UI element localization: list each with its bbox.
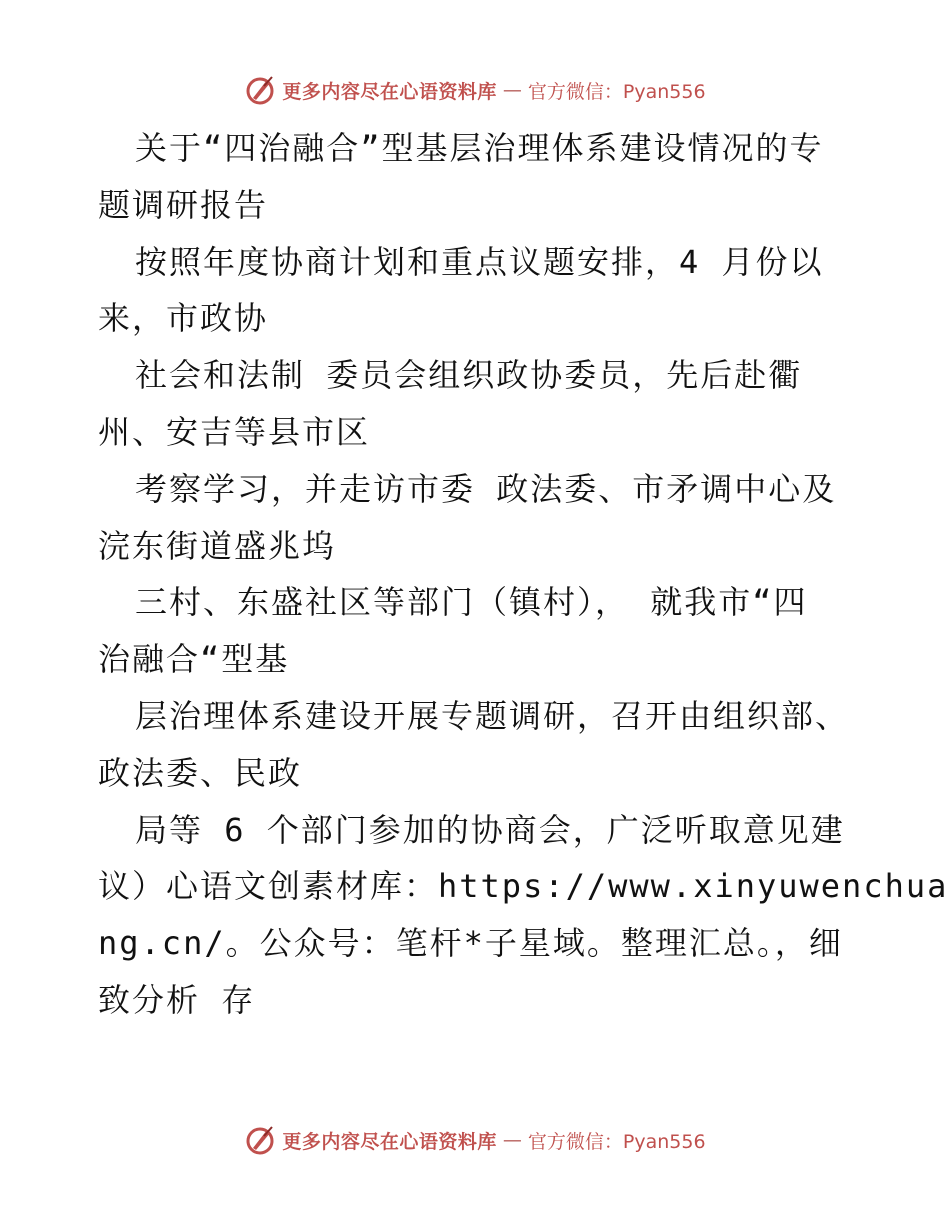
paragraph-line: 三村、东盛社区等部门（镇村）， 就我市“四 xyxy=(135,583,808,622)
document-title-line-1: 关于“四治融合”型基层治理体系建设情况的专 xyxy=(135,129,824,167)
paragraph-line: 浣东街道盛兆坞 xyxy=(98,526,337,565)
footer-banner-contact: 官方微信：Pyan556 xyxy=(527,1130,706,1153)
paragraph-line: 社会和法制 委员会组织政协委员，先后赴衢 xyxy=(135,356,803,395)
document-body xyxy=(98,120,949,1029)
header-banner-contact: 官方微信：Pyan556 xyxy=(527,80,706,103)
quill-logo-icon xyxy=(244,1124,276,1156)
header-banner-separator: — xyxy=(502,79,522,101)
paragraph-line: 按照年度协商计划和重点议题安排，4 月份以 xyxy=(135,242,824,281)
paragraph-line: ng.cn/。公众号：笔杆*子星域。整理汇总。，细 xyxy=(98,924,843,963)
paragraph-line: 层治理体系建设开展专题调研，召开由组织部、 xyxy=(135,696,850,735)
paragraph-line: 州、安吉等县市区 xyxy=(98,412,371,451)
paragraph-line: 致分析 存 xyxy=(98,980,256,1019)
header-banner-text: 更多内容尽在心语资料库 xyxy=(282,80,497,103)
paragraph-line: 局等 6 个部门参加的协商会，广泛听取意见建 xyxy=(135,810,845,849)
quill-logo-icon xyxy=(244,74,276,106)
footer-banner-separator: — xyxy=(502,1129,522,1151)
header-banner xyxy=(0,70,950,110)
footer-banner xyxy=(0,1120,950,1160)
paragraph-line: 议）心语文创素材库：https://www.xinyuwenchua xyxy=(98,867,949,906)
footer-banner-text: 更多内容尽在心语资料库 xyxy=(282,1130,497,1153)
document-title-line-2: 题调研报告 xyxy=(98,185,269,224)
paragraph-line: 治融合“型基 xyxy=(98,640,290,679)
paragraph-line: 来，市政协 xyxy=(98,299,269,338)
paragraph-line: 考察学习，并走访市委 政法委、市矛调中心及 xyxy=(135,469,837,508)
paragraph-line: 政法委、民政 xyxy=(98,753,303,792)
